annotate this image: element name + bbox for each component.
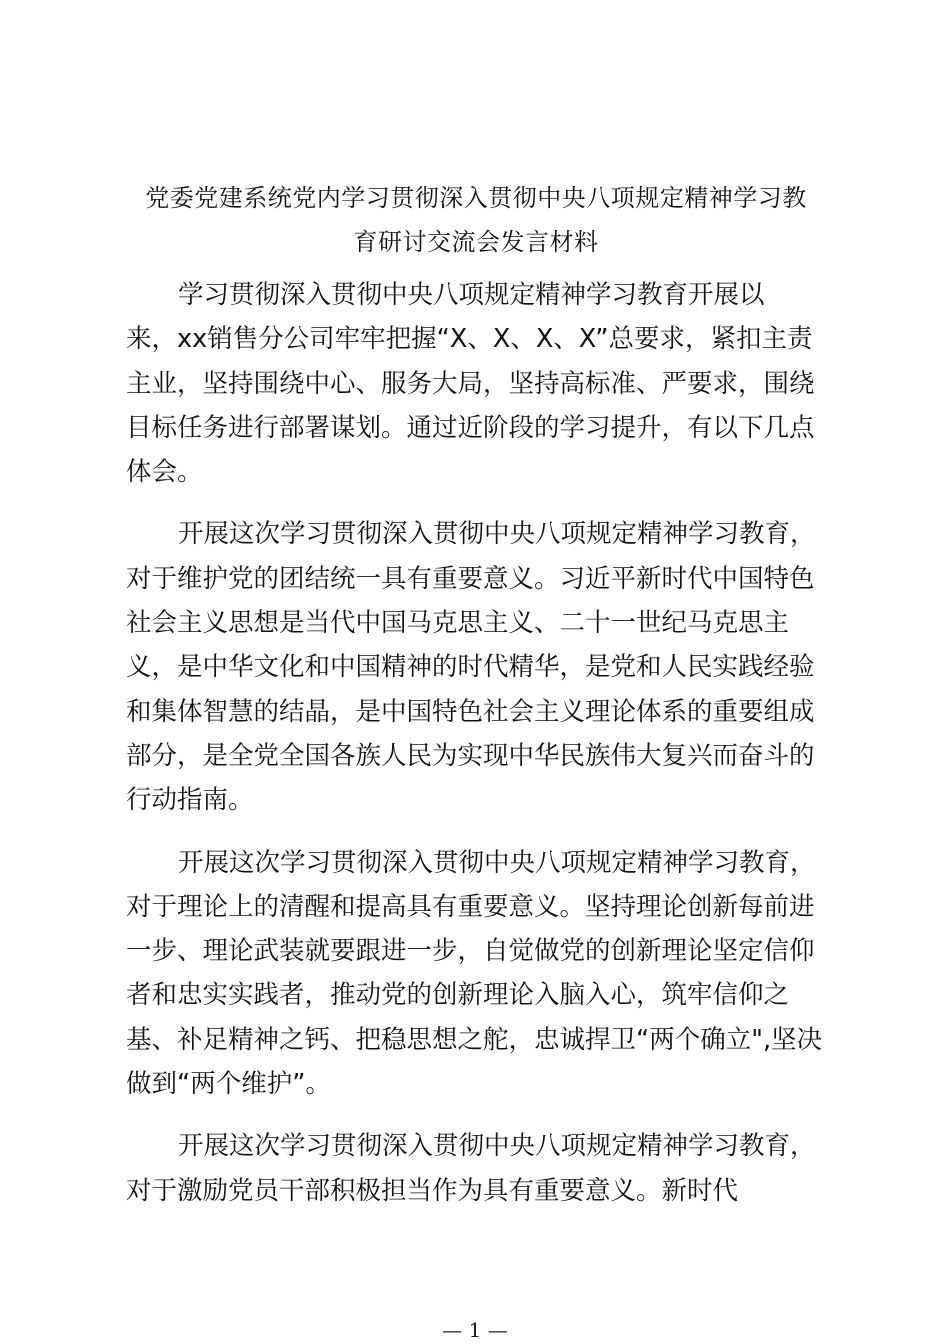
text-line: 对于激励党员干部积极担当作为具有重要意义。新时代 [126, 1175, 739, 1206]
paragraph-1 [126, 273, 826, 494]
text-line: 一步、理论武装就要跟进一步，自觉做党的创新理论坚定信仰 [126, 936, 815, 967]
document-body [126, 273, 826, 1231]
text-line: 体会。 [126, 457, 203, 488]
title-line: 党委党建系统党内学习贯彻深入贯彻中央八项规定精神学习教 [145, 184, 807, 212]
text-line: 行动指南。 [126, 785, 254, 816]
paragraph-2 [126, 512, 826, 822]
text-line: 对于维护党的团结统一具有重要意义。习近平新时代中国特色 [126, 563, 815, 594]
text-line: 部分，是全党全国各族人民为实现中华民族伟大复兴而奋斗的 [126, 740, 815, 771]
text-line: 主业，坚持围绕中心、服务大局，坚持高标准、严要求，围绕 [126, 368, 815, 399]
title-line: 育研讨交流会发言材料 [353, 228, 599, 256]
page-number: — 1 — [442, 1318, 508, 1342]
paragraph-4 [126, 1124, 826, 1213]
text-line: 基、补足精神之钙、把稳思想之舵，忠诚捍卫“两个确立",坚决 [126, 1024, 823, 1055]
text-line: 开展这次学习贯彻深入贯彻中央八项规定精神学习教育， [178, 847, 816, 878]
document-title [126, 176, 826, 264]
text-line: 者和忠实实践者，推动党的创新理论入脑入心，筑牢信仰之 [126, 980, 790, 1011]
text-line: 做到“两个维护”。 [126, 1069, 331, 1100]
text-line: 社会主义思想是当代中国马克思主义、二十一世纪马克思主 [126, 608, 790, 639]
text-line: 学习贯彻深入贯彻中央八项规定精神学习教育开展以 [178, 280, 765, 310]
text-line: 义，是中华文化和中国精神的时代精华，是党和人民实践经验 [126, 652, 815, 683]
paragraph-3 [126, 841, 826, 1107]
text-line: 和集体智慧的结晶，是中国特色社会主义理论体系的重要组成 [126, 696, 815, 727]
text-line: 来，xx销售分公司牢牢把握“X、X、X、X”总要求，紧扣主责 [126, 324, 813, 355]
text-line: 目标任务进行部署谋划。通过近阶段的学习提升，有以下几点 [126, 412, 815, 443]
text-line: 对于理论上的清醒和提高具有重要意义。坚持理论创新每前进 [126, 891, 815, 922]
text-line: 开展这次学习贯彻深入贯彻中央八项规定精神学习教育， [178, 1131, 816, 1162]
text-line: 开展这次学习贯彻深入贯彻中央八项规定精神学习教育， [178, 519, 816, 550]
